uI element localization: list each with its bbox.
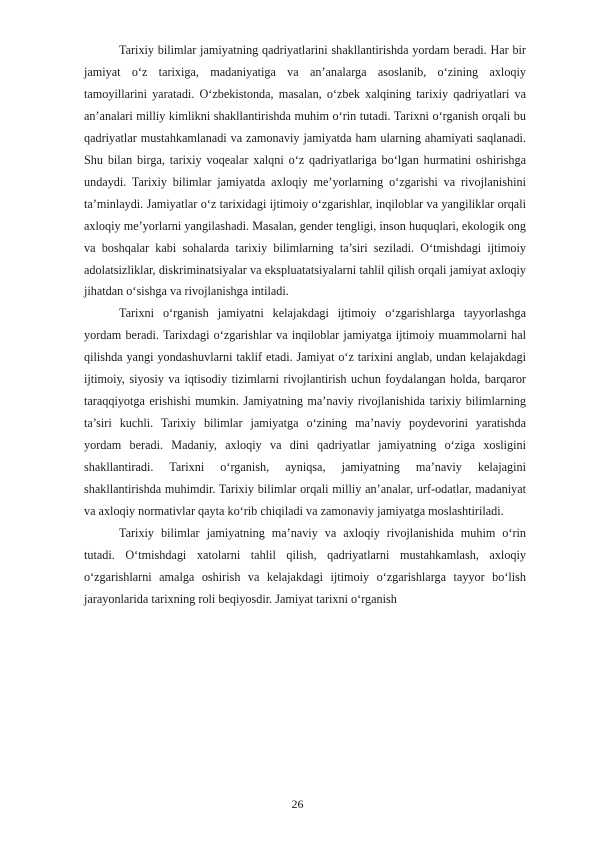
paragraph-3: Tarixiy bilimlar jamiyatning ma’naviy va axloqiy rivojlanishida muhim o‘rin tutadi. O‘tmishdagi xatolarni tahlil qilish, qadriyatlarni mustahkamlash, axloqiy o‘zgarishlarni amalga oshirish va kelajakdagi ijtimoiy o‘zgarishlarga tayyor bo‘lish jarayonlarida tarixning roli beqiyosdir. Jamiyat tarixni o‘rganish [84, 525, 526, 606]
paragraph-1: Tarixiy bilimlar jamiyatning qadriyatlarini shakllantirishda yordam beradi. Har bir jamiyat o‘z tarixiga, madaniyatiga va an’analarga asoslanib, o‘zining axloqiy tamoyillarini yaratadi. O‘zbekistonda, masalan, o‘zbek xalqining tarixiy qadriyatlari va an’analari milliy kimlikni shakllantirishda muhim o‘rin tutadi. Tarixni o‘rganish orqali bu qadriyatlar mustahkamlanadi va zamonaviy jamiyatda ham ularning ahamiyati saqlanadi. Shu bilan birga, tarixiy voqealar xalqni o‘z qadriyatlariga bo‘lgan hurmatini oshirishga undaydi. Tarixiy bilimlar jamiyatda axloqiy me’yorlarning o‘zgarishi va rivojlanishini ta’minlaydi. Jamiyatlar o‘z tarixidagi ijtimoiy o‘zgarishlar, inqiloblar va yangiliklar orqali axloqiy me’yorlarni yangilashadi. Masalan, gender tengligi, inson huquqlari, ekologik ong va boshqalar kabi sohalarda tarixiy bilimlarning ta’siri seziladi. O‘tmishdagi ijtimoiy adolatsizliklar, diskriminatsiyalar va ekspluatatsiyalarni tahlil qilish orqali jamiyat axloqiy jihatdan o‘sishga va rivojlanishga intiladi. [84, 43, 526, 299]
page-number: 26 [291, 797, 304, 811]
document-body [84, 40, 526, 611]
paragraph-2: Tarixni o‘rganish jamiyatni kelajakdagi ijtimoiy o‘zgarishlarga tayyorlashga yordam beradi. Tarixdagi o‘zgarishlar va inqiloblar jamiyatga ijtimoiy muammolarni hal qilishda yangi yondashuvlarni taklif etadi. Jamiyat o‘z tarixini anglab, undan kelajakdagi ijtimoiy, siyosiy va iqtisodiy tizimlarni rivojlantirish uchun foydalangan holda, barqaror taraqqiyotga erishishi mumkin. Jamiyatning ma’naviy rivojlanishida tarixiy bilimlarning ta’siri kuchli. Tarixiy bilimlar jamiyatga o‘zining ma’naviy poydevorini yaratishda yordam beradi. Madaniy, axloqiy va dini qadriyatlar jamiyatning o‘ziga xosligini shakllantiradi. Tarixni o‘rganish, ayniqsa, jamiyatning ma’naviy kelajagini shakllantirishda muhimdir. Tarixiy bilimlar orqali milliy an’analar, urf-odatlar, madaniyat va axloqiy normativlar qayta ko‘rib chiqiladi va zamonaviy jamiyatga moslashtiriladi. [84, 306, 526, 519]
